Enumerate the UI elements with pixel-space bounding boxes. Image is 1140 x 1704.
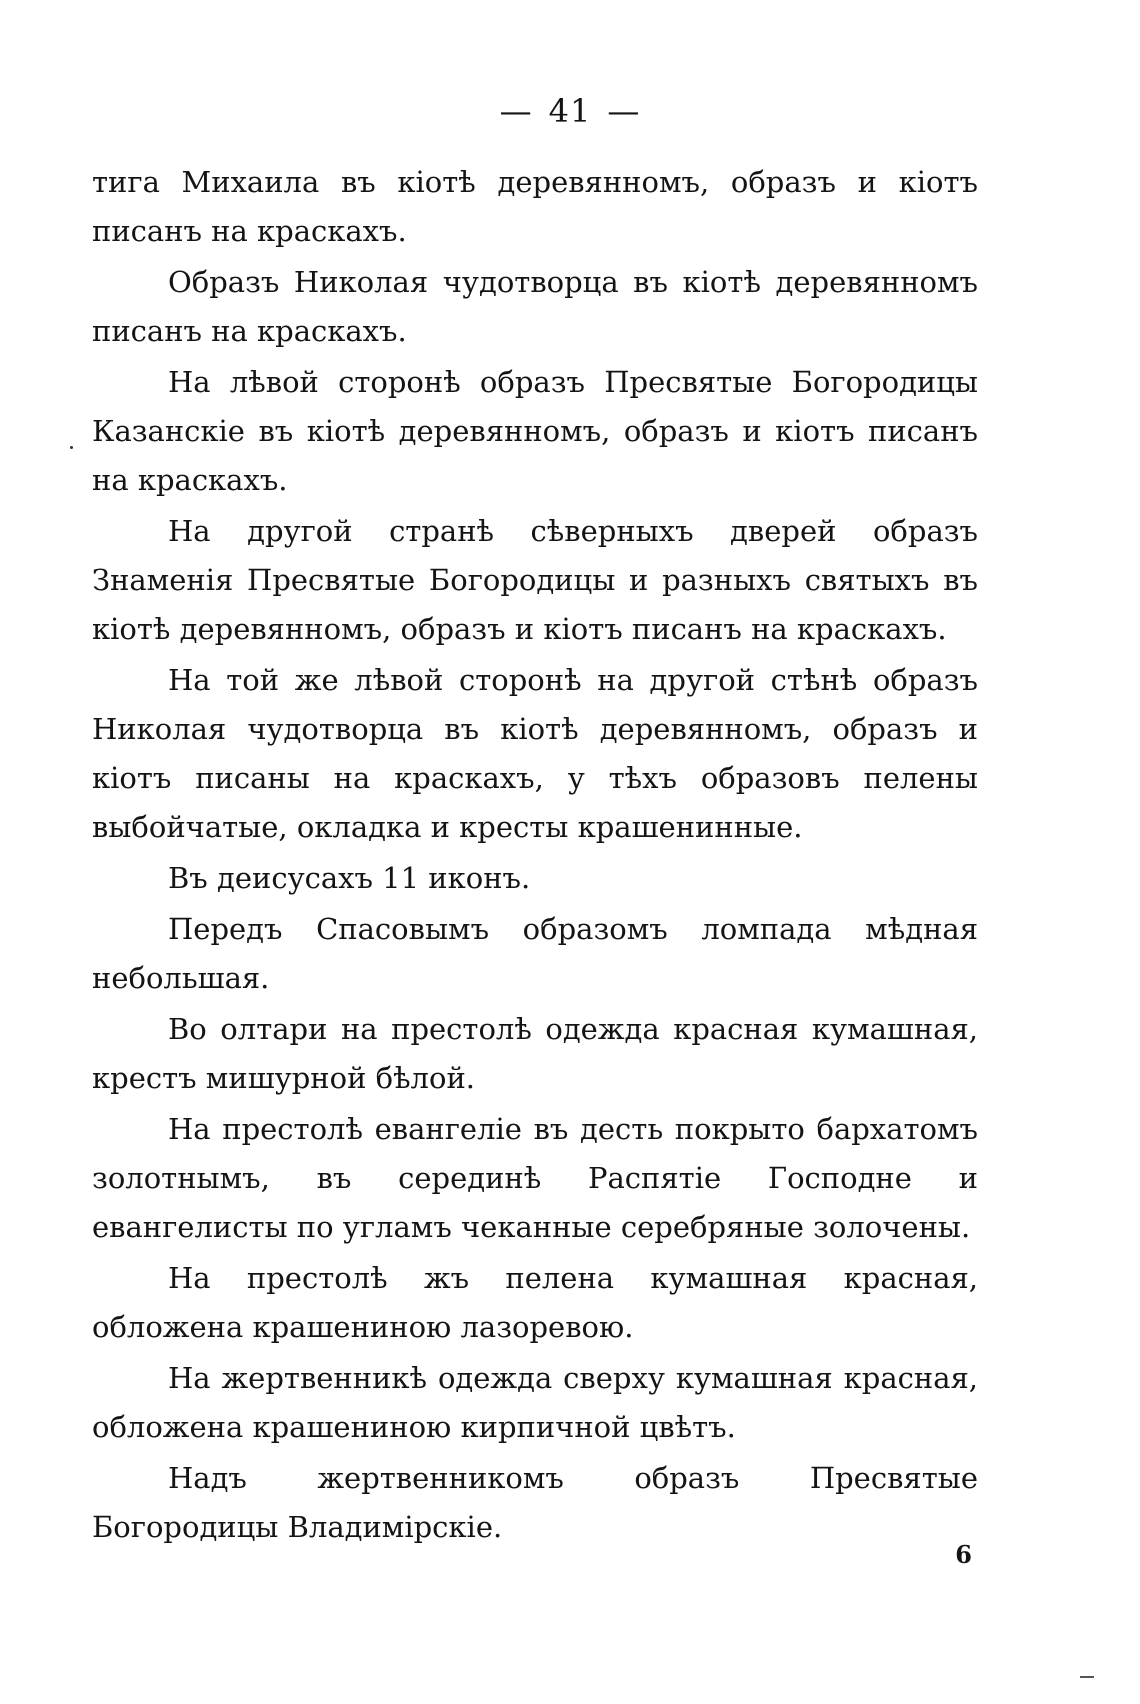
edge-mark <box>1080 1676 1094 1678</box>
paragraph-2: Образъ Николая чудотворца въ кіотѣ деревянномъ писанъ на краскахъ. <box>92 265 978 348</box>
paragraph-5: На той же лѣвой сторонѣ на другой стѣнѣ образъ Николая чудотворца въ кіотѣ деревянномъ, образъ и кіотъ писаны на краскахъ, у тѣхъ образовъ пелены выбойчатые, окладка и кресты крашенинные. <box>92 663 978 844</box>
signature-mark: 6 <box>955 1540 972 1569</box>
paragraph-4: На другой странѣ сѣверныхъ дверей образъ Знаменія Пресвятые Богородицы и разныхъ святыхъ въ кіотѣ деревянномъ, образъ и кіотъ писанъ на краскахъ. <box>92 514 978 646</box>
page-number: 41 <box>548 92 592 130</box>
header-dash-right: — <box>607 92 641 130</box>
body-text <box>92 158 978 1552</box>
paragraph-1: тига Михаила въ кіотѣ деревянномъ, образъ и кіотъ писанъ на краскахъ. <box>92 165 978 248</box>
paragraph-9: На престолѣ евангеліе въ десть покрыто бархатомъ золотнымъ, въ серединѣ Распятіе Господне и евангелисты по угламъ чеканные серебряные золочены. <box>92 1112 978 1244</box>
page-header <box>0 92 1140 130</box>
paragraph-10: На престолѣ жъ пелена кумашная красная, обложена крашениною лазоревою. <box>92 1261 978 1344</box>
margin-dot <box>70 446 73 449</box>
paragraph-12: Надъ жертвенникомъ образъ Пресвятые Богородицы Владимірскіе. <box>92 1461 978 1544</box>
paragraph-3: На лѣвой сторонѣ образъ Пресвятые Богородицы Казанскіе въ кіотѣ деревянномъ, образъ и кіотъ писанъ на краскахъ. <box>92 365 978 497</box>
header-dash-left: — <box>499 92 533 130</box>
paragraph-8: Во олтари на престолѣ одежда красная кумашная, крестъ мишурной бѣлой. <box>92 1012 978 1095</box>
paragraph-6: Въ деисусахъ 11 иконъ. <box>168 861 531 895</box>
paragraph-7: Передъ Спасовымъ образомъ ломпада мѣдная небольшая. <box>92 912 978 995</box>
paragraph-11: На жертвенникѣ одежда сверху кумашная красная, обложена крашениною кирпичной цвѣтъ. <box>92 1361 978 1444</box>
